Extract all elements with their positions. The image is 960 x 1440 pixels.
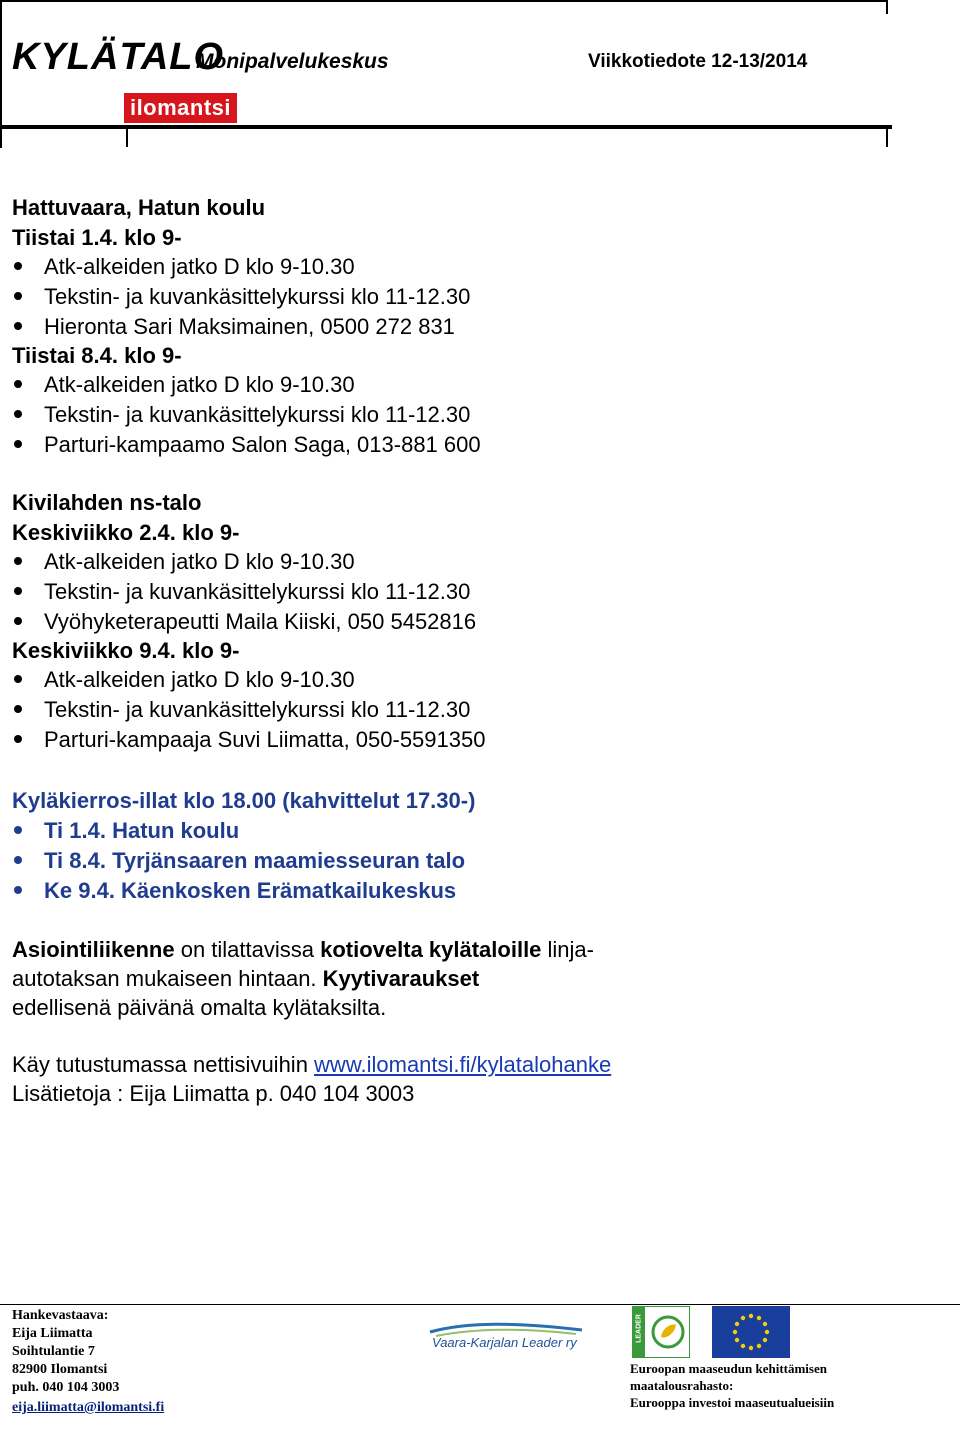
bullet-icon — [14, 262, 22, 270]
eu-funding-line: Euroopan maaseudun kehittämisen — [630, 1361, 827, 1376]
week-label: Viikkotiedote 12-13/2014 — [588, 51, 808, 72]
bullet-icon — [14, 617, 22, 625]
bullet-icon — [14, 380, 22, 388]
transport-text: autotaksan mukaiseen hintaan. — [12, 966, 323, 991]
header-top-rule — [0, 0, 888, 2]
bullet-icon — [14, 735, 22, 743]
list-item: Parturi-kampaamo Salon Saga, 013-881 600 — [44, 432, 481, 457]
day-heading: Tiistai 8.4. klo 9- — [12, 343, 182, 368]
footer-rule — [0, 1304, 960, 1305]
bullet-icon — [14, 886, 22, 894]
eu-flag-icon — [712, 1306, 790, 1358]
header-top-tick — [886, 0, 888, 14]
info-line: Lisätietoja : Eija Liimatta p. 040 104 3003 — [12, 1081, 415, 1106]
list-item: Atk-alkeiden jatko D klo 9-10.30 — [44, 667, 355, 692]
transport-bold: Kyytivaraukset — [322, 966, 480, 991]
header-tick — [126, 129, 128, 147]
footer-contact-line: 82900 Ilomantsi — [12, 1362, 108, 1377]
list-item: Ti 8.4. Tyrjänsaaren maamiesseuran talo — [44, 848, 466, 873]
bullet-icon — [14, 557, 22, 565]
list-item: Tekstin- ja kuvankäsittelykurssi klo 11-12.30 — [44, 697, 471, 722]
transport-bold: kotiovelta kylätaloille — [320, 937, 542, 962]
leader-ry-text: Vaara-Karjalan Leader ry — [432, 1335, 577, 1350]
website-link[interactable]: www.ilomantsi.fi/kylatalohanke — [314, 1052, 612, 1077]
bullet-icon — [14, 675, 22, 683]
brand-subtitle: Monipalvelukeskus — [196, 50, 389, 73]
section-title: Hattuvaara, Hatun koulu — [12, 195, 266, 220]
list-item: Tekstin- ja kuvankäsittelykurssi klo 11-12.30 — [44, 579, 471, 604]
day-heading: Keskiviikko 2.4. klo 9- — [12, 520, 240, 545]
visit-text: Käy tutustumassa nettisivuihin — [12, 1052, 315, 1077]
list-item: Vyöhyketerapeutti Maila Kiiski, 050 5452816 — [44, 609, 477, 634]
bullet-icon — [14, 440, 22, 448]
leader-badge — [632, 1306, 690, 1358]
transport-line-2 — [12, 965, 479, 993]
bullet-icon — [14, 410, 22, 418]
eu-stars-icon — [712, 1306, 790, 1358]
ilomantsi-logo: ilomantsi — [124, 93, 237, 123]
transport-line-1 — [12, 936, 594, 964]
footer-contact-line: puh. 040 104 3003 — [12, 1380, 120, 1395]
day-heading: Tiistai 1.4. klo 9- — [12, 225, 182, 250]
bullet-icon — [14, 322, 22, 330]
day-heading: Keskiviikko 9.4. klo 9- — [12, 638, 240, 663]
eu-funding-line: maatalousrahasto: — [630, 1378, 734, 1393]
section-title: Kyläkierros-illat klo 18.00 (kahvittelut 17.30-) — [12, 788, 476, 813]
bullet-icon — [14, 856, 22, 864]
footer-contact-line: Hankevastaava: — [12, 1308, 109, 1323]
footer-contact-line: Soihtulantie 7 — [12, 1344, 95, 1359]
transport-line-3: edellisenä päivänä omalta kylätaksilta. — [12, 995, 387, 1020]
footer-email-link[interactable]: eija.liimatta@ilomantsi.fi — [12, 1400, 165, 1415]
list-item: Atk-alkeiden jatko D klo 9-10.30 — [44, 254, 355, 279]
header-bottom-rule — [0, 125, 892, 129]
bullet-icon — [14, 826, 22, 834]
brand-title: KYLÄTALO — [12, 36, 225, 78]
list-item: Ti 1.4. Hatun koulu — [44, 818, 240, 843]
bullet-icon — [14, 292, 22, 300]
leader-badge-text: LEADER — [635, 1314, 643, 1343]
transport-text: linja- — [541, 937, 594, 962]
bullet-icon — [14, 587, 22, 595]
header-tick — [886, 129, 888, 147]
leaf-icon — [649, 1313, 687, 1351]
list-item: Ke 9.4. Käenkosken Erämatkailukeskus — [44, 878, 457, 903]
eu-funding-line: Eurooppa investoi maaseutualueisiin — [630, 1395, 835, 1410]
list-item: Atk-alkeiden jatko D klo 9-10.30 — [44, 372, 355, 397]
section-title: Kivilahden ns-talo — [12, 490, 202, 515]
list-item: Tekstin- ja kuvankäsittelykurssi klo 11-12.30 — [44, 284, 471, 309]
list-item: Tekstin- ja kuvankäsittelykurssi klo 11-12.30 — [44, 402, 471, 427]
transport-bold: Asiointiliikenne — [12, 937, 175, 962]
visit-line — [12, 1051, 611, 1079]
transport-text: on tilattavissa — [174, 937, 321, 962]
list-item: Atk-alkeiden jatko D klo 9-10.30 — [44, 549, 355, 574]
bullet-icon — [14, 705, 22, 713]
footer-contact-line: Eija Liimatta — [12, 1326, 93, 1341]
list-item: Hieronta Sari Maksimainen, 0500 272 831 — [44, 314, 455, 339]
list-item: Parturi-kampaaja Suvi Liimatta, 050-5591350 — [44, 727, 486, 752]
leader-ry-logo — [426, 1318, 586, 1358]
